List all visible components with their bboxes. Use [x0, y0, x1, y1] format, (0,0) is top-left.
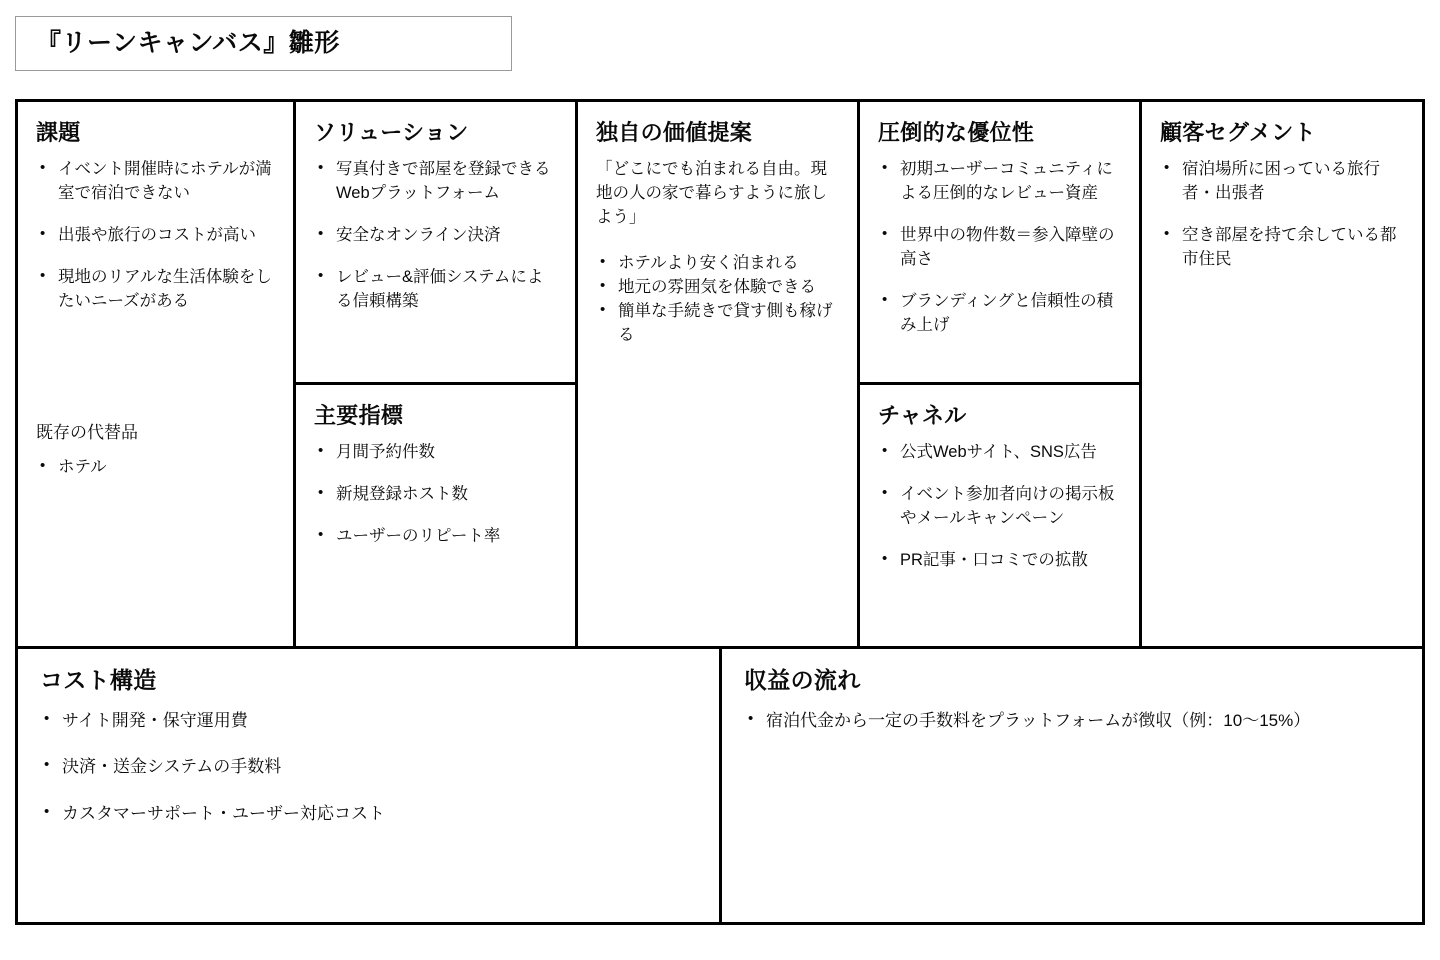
- list-item: • 決済・送金システムの手数料: [60, 755, 697, 780]
- cost-structure-heading: コスト構造: [40, 667, 157, 693]
- list-item: • イベント参加者向けの掲示板やメールキャンペーン: [898, 483, 1121, 531]
- list-item: • 月間予約件数: [334, 441, 557, 465]
- problem-spacer: [36, 314, 275, 422]
- list-item: • カスタマーサポート・ユーザー対応コスト: [60, 802, 697, 827]
- revenue-streams-list: [744, 709, 1400, 734]
- list-item: • 写真付きで部屋を登録できるWebプラットフォーム: [334, 158, 557, 206]
- cell-customer-segments: [1142, 102, 1422, 649]
- list-item: • 新規登録ホスト数: [334, 483, 557, 507]
- problem-list: [36, 158, 275, 314]
- cell-unique-value-proposition: [578, 102, 860, 649]
- list-item: • PR記事・口コミでの拡散: [898, 549, 1121, 573]
- canvas-title-box: [15, 16, 512, 71]
- cell-unfair-advantage: [860, 102, 1142, 385]
- cell-revenue-streams: [722, 649, 1422, 922]
- list-item: • ホテルより安く泊まれる: [616, 252, 839, 276]
- list-item: • 簡単な手続きで貸す側も稼げる: [616, 300, 839, 348]
- revenue-streams-heading: 収益の流れ: [744, 667, 861, 693]
- list-item: • レビュー&評価システムによる信頼構築: [334, 266, 557, 314]
- uvp-heading: 独自の価値提案: [596, 120, 753, 145]
- cell-key-metrics: [296, 385, 578, 649]
- unfair-advantage-heading: 圧倒的な優位性: [878, 120, 1035, 145]
- existing-alternatives-list: [36, 456, 275, 480]
- list-item: • 初期ユーザーコミュニティによる圧倒的なレビュー資産: [898, 158, 1121, 206]
- cost-structure-list: [40, 709, 697, 827]
- list-item: • 公式Webサイト、SNS広告: [898, 441, 1121, 465]
- cell-channels: [860, 385, 1142, 649]
- list-item: • 宿泊場所に困っている旅行者・出張者: [1180, 158, 1404, 206]
- uvp-list: [596, 252, 839, 348]
- channels-list: [878, 441, 1121, 573]
- list-item: • ユーザーのリピート率: [334, 525, 557, 549]
- list-item: • ブランディングと信頼性の積み上げ: [898, 290, 1121, 338]
- list-item: • 世界中の物件数＝参入障壁の高さ: [898, 224, 1121, 272]
- cell-problem: [18, 102, 296, 649]
- list-item: • サイト開発・保守運用費: [60, 709, 697, 734]
- cell-solution: [296, 102, 578, 385]
- list-item: • イベント開催時にホテルが満室で宿泊できない: [56, 158, 275, 206]
- unfair-advantage-list: [878, 158, 1121, 338]
- list-item: • 現地のリアルな生活体験をしたいニーズがある: [56, 266, 275, 314]
- list-item: • 宿泊代金から一定の手数料をプラットフォームが徴収（例：10～15%）: [764, 709, 1400, 734]
- problem-heading: 課題: [36, 120, 81, 145]
- customer-segments-heading: 顧客セグメント: [1160, 120, 1316, 145]
- list-item: • 空き部屋を持て余している都市住民: [1180, 224, 1404, 272]
- solution-list: [314, 158, 557, 314]
- key-metrics-list: [314, 441, 557, 549]
- page-title: 『リーンキャンバス』雛形: [36, 28, 340, 57]
- list-item: • 出張や旅行のコストが高い: [56, 224, 275, 248]
- cell-cost-structure: [18, 649, 722, 922]
- list-item: • 安全なオンライン決済: [334, 224, 557, 248]
- customer-segments-list: [1160, 158, 1404, 272]
- existing-alternatives-heading: 既存の代替品: [36, 423, 138, 442]
- list-item: • ホテル: [56, 456, 275, 480]
- key-metrics-heading: 主要指標: [314, 403, 404, 428]
- uvp-statement: 「どこにでも泊まれる自由。現地の人の家で暮らすように旅しよう」: [596, 160, 827, 227]
- lean-canvas-grid: [15, 99, 1425, 925]
- solution-heading: ソリューション: [314, 120, 469, 145]
- list-item: • 地元の雰囲気を体験できる: [616, 276, 839, 300]
- channels-heading: チャネル: [878, 403, 967, 428]
